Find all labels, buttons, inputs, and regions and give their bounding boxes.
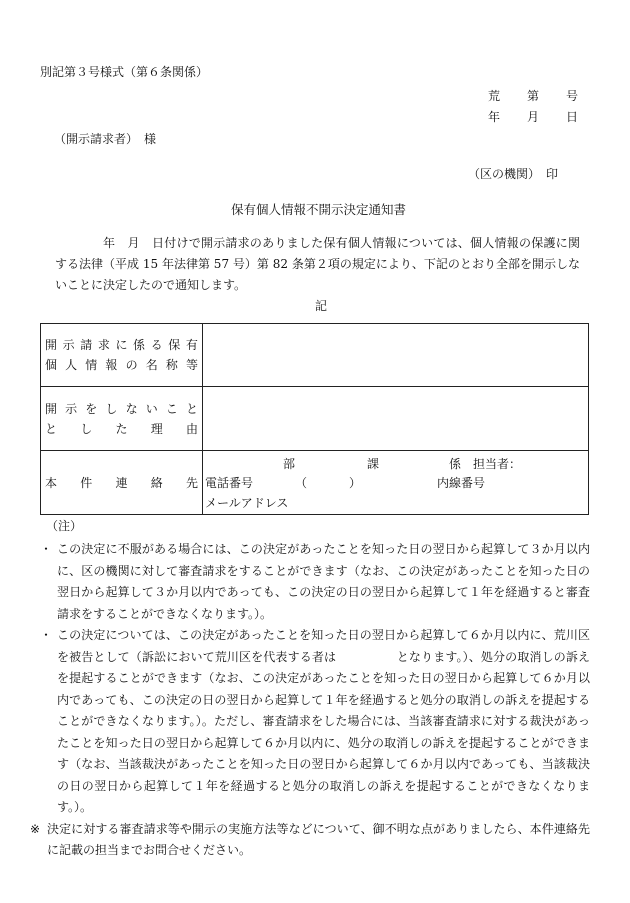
number-dai: 第: [526, 89, 539, 103]
label-char: 先: [185, 475, 198, 490]
body-text: 年 月 日付けで開示請求のありました保有個人情報については、個人情報の保護に関する法律（平成 15 年法律第 57 号）第 82 条第２項の規定により、下記のとおり全部を開示しないことに決定したので通知します。: [55, 236, 580, 292]
label-char: 報: [105, 358, 118, 372]
date-line: [488, 111, 578, 123]
label-char: 理: [150, 421, 163, 436]
number-prefix: 荒: [488, 89, 501, 103]
label-char: に: [115, 338, 128, 352]
form-label: 別記第３号様式（第６条関係）: [40, 65, 209, 79]
table-row: [41, 451, 589, 515]
number-go: 号: [565, 89, 578, 103]
addressee: （開示請求者） 様: [54, 132, 157, 146]
reason-value: [203, 387, 589, 451]
label-char: 由: [185, 421, 198, 436]
label-char: 絡: [150, 475, 163, 490]
contact-paren-open: （: [295, 475, 308, 490]
label-char: 名: [145, 358, 158, 372]
note-item: [30, 819, 590, 862]
contact-kakari: 係 担当者：: [449, 456, 522, 471]
requested-info-value: [203, 324, 589, 387]
label-line: [41, 335, 202, 355]
asterisk-mark: ※: [30, 821, 41, 836]
label-char: 示: [62, 338, 75, 352]
contact-ka: 課: [367, 456, 380, 471]
body-paragraph: [55, 233, 580, 296]
bullet-mark: ・: [40, 628, 53, 642]
label-char: る: [150, 338, 163, 352]
label-char: 連: [115, 475, 128, 490]
label-char: 有: [185, 338, 198, 352]
date-day: 日: [565, 110, 578, 124]
table-row: [41, 387, 589, 451]
contact-ext-label: 内線番号: [437, 475, 486, 490]
contact-cell: [203, 452, 588, 514]
label-char: 情: [85, 358, 98, 372]
notes-heading: （注）: [46, 519, 83, 533]
label-char: 求: [97, 338, 110, 352]
table-row: [41, 324, 589, 387]
info-table: [40, 323, 589, 515]
label-char: 示: [65, 401, 78, 416]
label-line: [41, 419, 202, 439]
label-char: 個: [45, 358, 58, 372]
label-char: た: [115, 421, 128, 436]
label-line: [41, 399, 202, 419]
bullet-mark: ・: [40, 542, 53, 556]
label-char: を: [85, 401, 98, 416]
note-text: この決定に不服がある場合には、この決定があったことを知った日の翌日から起算して３か月以内に、区の機関に対して審査請求をすることができます（なお、この決定があったことを知った日の翌日から起算して３か月以内であっても、この決定の日の翌日から起算して１年を経過すると審査請求をすることができなくなります。）。: [57, 542, 590, 621]
contact-bu: 部: [283, 456, 296, 471]
label-char: い: [145, 401, 158, 416]
contact-phone-label: 電話番号: [205, 475, 254, 490]
label-char: 本: [45, 475, 58, 490]
label-line: [41, 473, 202, 493]
label-char: 係: [133, 338, 146, 352]
ki-label: 記: [315, 299, 328, 313]
label-char: と: [185, 401, 198, 416]
contact-value: [203, 451, 589, 515]
row-label-requested-info: [41, 324, 203, 387]
label-char: 開: [45, 401, 58, 416]
label-char: 請: [80, 338, 93, 352]
row-label-reason: [41, 387, 203, 451]
contact-mail-label: メールアドレス: [205, 495, 289, 510]
label-char: こ: [165, 401, 178, 416]
label-char: 開: [45, 338, 58, 352]
label-char: 等: [185, 358, 198, 372]
label-char: と: [45, 421, 58, 436]
label-char: 件: [80, 475, 93, 490]
date-month: 月: [526, 110, 539, 124]
label-char: な: [125, 401, 138, 416]
label-line: [41, 355, 202, 375]
label-char: の: [125, 358, 138, 372]
label-char: し: [80, 421, 93, 436]
document-number-line: [488, 90, 578, 102]
label-char: 人: [65, 358, 78, 372]
issuer: （区の機関） 印: [468, 167, 559, 181]
note-item: [40, 625, 590, 819]
label-char: 保: [168, 338, 181, 352]
label-char: 称: [165, 358, 178, 372]
notes-list: [30, 539, 590, 862]
date-year: 年: [488, 110, 501, 124]
row-label-contact: [41, 451, 203, 515]
label-char: し: [105, 401, 118, 416]
contact-paren-close: ）: [349, 475, 362, 490]
document-title: 保有個人情報不開示決定通知書: [231, 202, 407, 217]
note-item: [40, 539, 590, 625]
note-text: この決定については、この決定があったことを知った日の翌日から起算して６か月以内に、荒川区を被告として（訴訟において荒川区を代表する者は となります。）、処分の取消しの訴えを提起することができます（なお、この決定があったことを知った日の翌日から起算して６か月以内であっても、この決定の日の翌日から起算して１年を経過すると処分の取消しの訴えを提起することができなくなります。）。ただし、審査請求をした場合には、当該審査請求に対する裁決があったことを知った日の翌日から起算して６か月以内に、処分の取消しの訴えを提起することができます（なお、当該裁決があったことを知った日の翌日から起算して６か月以内であっても、当該裁決の日の翌日から起算して１年を経過すると処分の取消しの訴えを提起することができなくなります。）。: [57, 628, 590, 814]
note-text: 決定に対する審査請求等や開示の実施方法等などについて、御不明な点がありましたら、本件連絡先に記載の担当までお問合せください。: [47, 821, 590, 857]
